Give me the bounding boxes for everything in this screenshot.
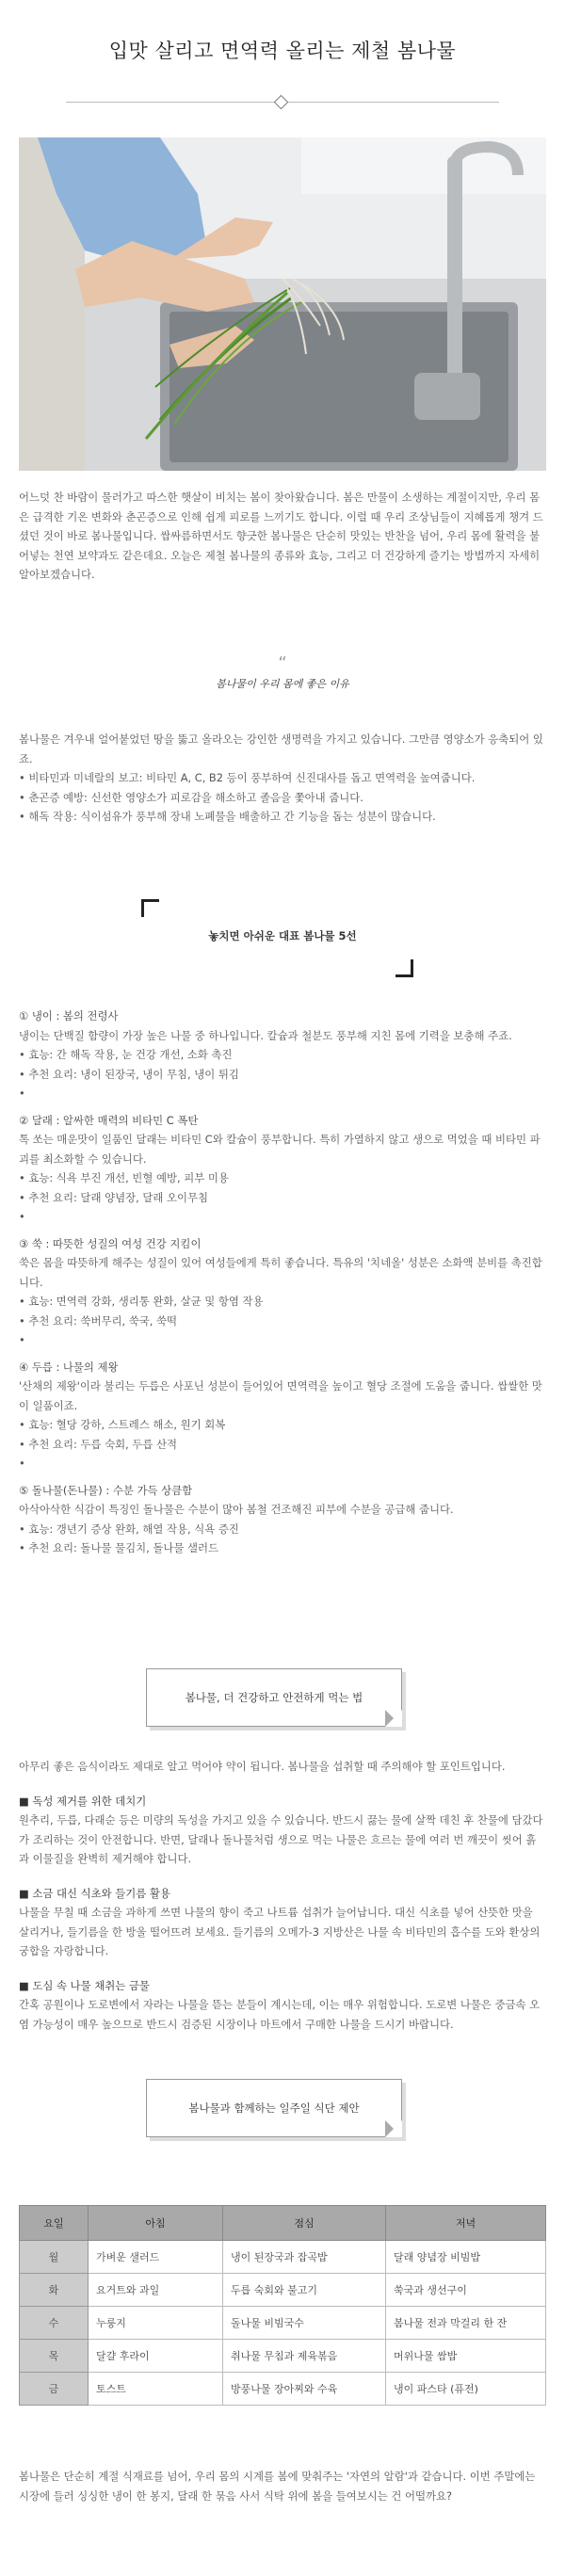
table-cell-day: 금 (20, 2373, 89, 2406)
meal-plan-table (19, 2205, 546, 2406)
hero-illustration (19, 137, 546, 471)
hero-photo (19, 137, 546, 471)
table-row (20, 2274, 546, 2307)
empty-bullet (19, 1207, 546, 1227)
vegetable-recipe: • 추천 요리: 달래 양념장, 달래 오이무침 (19, 1188, 546, 1208)
bracket-bottom-right-icon (396, 959, 413, 977)
list-item: • 춘곤증 예방: 신선한 영양소가 피로감을 해소하고 졸음을 쫓아내 줍니다. (19, 788, 546, 808)
vegetable-recipe: • 추천 요리: 두릅 숙회, 두릅 산적 (19, 1435, 546, 1455)
callout-label: 봄나물, 더 건강하고 안전하게 먹는 법 (185, 1691, 363, 1704)
empty-bullet (19, 1454, 546, 1473)
table-cell: 두릅 숙회와 불고기 (223, 2274, 386, 2307)
tip-heading: ■ 소금 대신 식초와 들기름 활용 (19, 1886, 170, 1900)
table-cell: 달래 양념장 비빔밥 (386, 2241, 546, 2274)
quote-heading: 봄나물이 우리 몸에 좋은 이유 (216, 678, 349, 690)
vegetable-title: ③ 쑥 : 따뜻한 성질의 여성 건강 지킴이 (19, 1236, 202, 1250)
table-row (20, 2340, 546, 2373)
empty-bullet (19, 1330, 546, 1350)
vegetable-desc: 톡 쏘는 매운맛이 일품인 달래는 비타민 C와 칼슘이 풍부합니다. 특히 가열하지 않고 생으로 먹었을 때 비타민 파괴를 최소화할 수 있습니다. (19, 1133, 541, 1166)
table-cell-day: 월 (20, 2241, 89, 2274)
vegetable-effect: • 효능: 간 해독 작용, 눈 건강 개선, 소화 촉진 (19, 1045, 546, 1065)
divider-diamond-icon (274, 95, 289, 110)
vegetable-item (19, 1481, 546, 1558)
page-title: 입맛 살리고 면역력 올리는 제철 봄나물 (108, 40, 457, 62)
vegetable-effect: • 효능: 혈당 강하, 스트레스 해소, 원기 회복 (19, 1415, 546, 1435)
vegetable-desc: 아삭아삭한 식감이 특징인 돌나물은 수분이 많아 봄철 건조해진 피부에 수분을 공급해 줍니다. (19, 1503, 454, 1516)
table-cell: 냉이 파스타 (퓨전) (386, 2373, 546, 2406)
callout-label: 봄나물과 함께하는 일주일 식단 제안 (188, 2101, 360, 2115)
page-fold-corner (385, 1710, 402, 1727)
table-cell-day: 목 (20, 2340, 89, 2373)
vegetable-effect: • 효능: 식욕 부진 개선, 빈혈 예방, 피부 미용 (19, 1168, 546, 1188)
table-cell: 머위나물 쌈밥 (386, 2340, 546, 2373)
tips-section (19, 1757, 546, 2034)
vegetable-title: ④ 두릅 : 나물의 제왕 (19, 1360, 119, 1374)
table-header: 요일 (20, 2206, 89, 2241)
vegetable-title: ① 냉이 : 봄의 전령사 (19, 1009, 119, 1022)
vegetable-effect: • 효능: 면역력 강화, 생리통 완화, 살균 및 항염 작용 (19, 1292, 546, 1312)
table-cell: 냉이 된장국과 잡곡밥 (223, 2241, 386, 2274)
table-header: 점심 (223, 2206, 386, 2241)
table-cell: 방풍나물 장아찌와 수육 (223, 2373, 386, 2406)
outro-paragraph: 봄나물은 단순히 계절 식재료를 넘어, 우리 몸의 시계를 봄에 맞춰주는 '자연의 알람'과 같습니다. 이번 주말에는 시장에 들러 싱싱한 냉이 한 봉지, 달래 한 묶음 사서 식탁 위에 봄을 들여보시는 건 어떨까요? (19, 2470, 536, 2503)
vegetable-recipe: • 추천 요리: 냉이 된장국, 냉이 무침, 냉이 튀김 (19, 1065, 546, 1085)
vegetable-desc: 냉이는 단백질 함량이 가장 높은 나물 중 하나입니다. 칼슘과 철분도 풍부해 지친 몸에 기력을 보충해 주죠. (19, 1028, 512, 1042)
tips-lead: 아무리 좋은 음식이라도 제대로 알고 먹어야 약이 됩니다. 봄나물을 섭취할 때 주의해야 할 포인트입니다. (19, 1760, 506, 1773)
vegetable-item (19, 1111, 546, 1227)
table-cell-day: 화 (20, 2274, 89, 2307)
table-cell: 봄나물 전과 막걸리 한 잔 (386, 2307, 546, 2340)
table-cell: 돌나물 비빔국수 (223, 2307, 386, 2340)
spring-paragraph: 봄나물은 겨우내 얼어붙었던 땅을 뚫고 올라오는 강인한 생명력을 가지고 있습니다. 그만큼 영양소가 응축되어 있죠. (19, 733, 543, 765)
vegetable-recipe: • 추천 요리: 돌나물 물김치, 돌나물 샐러드 (19, 1538, 546, 1558)
table-cell: 요거트와 과일 (89, 2274, 223, 2307)
vegetable-item (19, 1234, 546, 1350)
table-cell: 토스트 (89, 2373, 223, 2406)
vegetable-desc: '산채의 제왕'이라 불리는 두릅은 사포닌 성분이 들어있어 면역력을 높이고 혈당 조절에 도움을 줍니다. 쌉쌀한 맛이 일품이죠. (19, 1379, 542, 1412)
list-item: • 비타민과 미네랄의 보고: 비타민 A, C, B2 등이 풍부하여 신진대사를 돕고 면역력을 높여줍니다. (19, 768, 546, 788)
table-cell: 달걀 후라이 (89, 2340, 223, 2373)
list-item: • 해독 작용: 식이섬유가 풍부해 장내 노폐물을 배출하고 간 기능을 돕는 성분이 많습니다. (19, 807, 546, 827)
spring-benefits (19, 730, 546, 827)
table-cell-day: 수 (20, 2307, 89, 2340)
callout-safe-eating (146, 1668, 402, 1727)
tip-body: 원추리, 두릅, 다래순 등은 미량의 독성을 가지고 있을 수 있습니다. 반드시 끓는 물에 살짝 데친 후 찬물에 담갔다가 조리하는 것이 안전합니다. 반면, 달래나 돌나물처럼 생으로 먹는 나물은 흐르는 물에 여러 번 깨끗이 씻어 흙과 이물질을 완벽히 제거해야 합니다. (19, 1813, 543, 1865)
table-row (20, 2241, 546, 2274)
tip-body: 간혹 공원이나 도로변에서 자라는 나물을 뜯는 분들이 계시는데, 이는 매우 위험합니다. 도로변 나물은 중금속 오염 가능성이 매우 높으므로 반드시 검증된 시장이나 마트에서 구매한 나물을 드시기 바랍니다. (19, 1998, 541, 2031)
callout-meal-plan (146, 2079, 402, 2137)
table-row (20, 2307, 546, 2340)
table-row (20, 2373, 546, 2406)
tip-heading: ■ 도심 속 나물 채취는 금물 (19, 1978, 150, 1992)
vegetable-recipe: • 추천 요리: 쑥버무리, 쑥국, 쑥떡 (19, 1312, 546, 1331)
vegetable-title: ② 달래 : 알싸한 매력의 비타민 C 폭탄 (19, 1113, 199, 1127)
table-header: 저녁 (386, 2206, 546, 2241)
table-cell: 누룽지 (89, 2307, 223, 2340)
bracket-top-left-icon (141, 899, 159, 917)
table-cell: 가벼운 샐러드 (89, 2241, 223, 2274)
table-cell: 쑥국과 생선구이 (386, 2274, 546, 2307)
empty-bullet (19, 1084, 546, 1103)
tip-heading: ■ 독성 제거를 위한 데치기 (19, 1794, 147, 1808)
vegetable-desc: 쑥은 몸을 따뜻하게 해주는 성질이 있어 여성들에게 특히 좋습니다. 특유의 '치네올' 성분은 소화액 분비를 촉진합니다. (19, 1256, 542, 1289)
vegetable-item (19, 1358, 546, 1473)
table-header-row (20, 2206, 546, 2241)
vegetable-title: ⑤ 돌나물(돈나물) : 수분 가득 상큼함 (19, 1483, 193, 1497)
benefit-list (19, 768, 546, 827)
page-fold-corner (385, 2120, 402, 2137)
tip-body: 나물을 무칠 때 소금을 과하게 쓰면 나물의 향이 죽고 나트륨 섭취가 늘어납니다. 대신 식초를 넣어 산뜻한 맛을 살리거나, 들기름을 한 방울 떨어뜨려 보세요. 들기름의 오메가-3 지방산은 나물 속 비타민의 흡수를 도와 환상의 궁합을 자랑합니다. (19, 1906, 541, 1957)
vegetable-item (19, 1006, 546, 1103)
section-title: 놓치면 아쉬운 대표 봄나물 5선 (208, 929, 357, 942)
quote-icon: “ (278, 653, 287, 673)
table-header: 아침 (89, 2206, 223, 2241)
vegetable-list (19, 1006, 546, 1566)
vegetable-effect: • 효능: 갱년기 증상 완화, 해열 작용, 식욕 증진 (19, 1520, 546, 1539)
intro-paragraph: 어느덧 찬 바람이 물러가고 따스한 햇살이 비치는 봄이 찾아왔습니다. 봄은 만물이 소생하는 계절이지만, 우리 몸은 급격한 기온 변화와 춘곤증으로 인해 쉽게 피로를 느끼기도 합니다. 이럴 때 우리 조상님들이 지혜롭게 챙겨 드셨던 것이 바로 봄나물입니다. 쌉싸름하면서도 향긋한 봄나물은 단순히 맛있는 반찬을 넘어, 우리 몸에 활력을 불어넣는 천연 보약과도 같은데요. 오늘은 제철 봄나물의 종류와 효능, 그리고 더 건강하게 즐기는 방법까지 자세히 알아보겠습니다. (19, 491, 543, 581)
table-cell: 취나물 무침과 제육볶음 (223, 2340, 386, 2373)
